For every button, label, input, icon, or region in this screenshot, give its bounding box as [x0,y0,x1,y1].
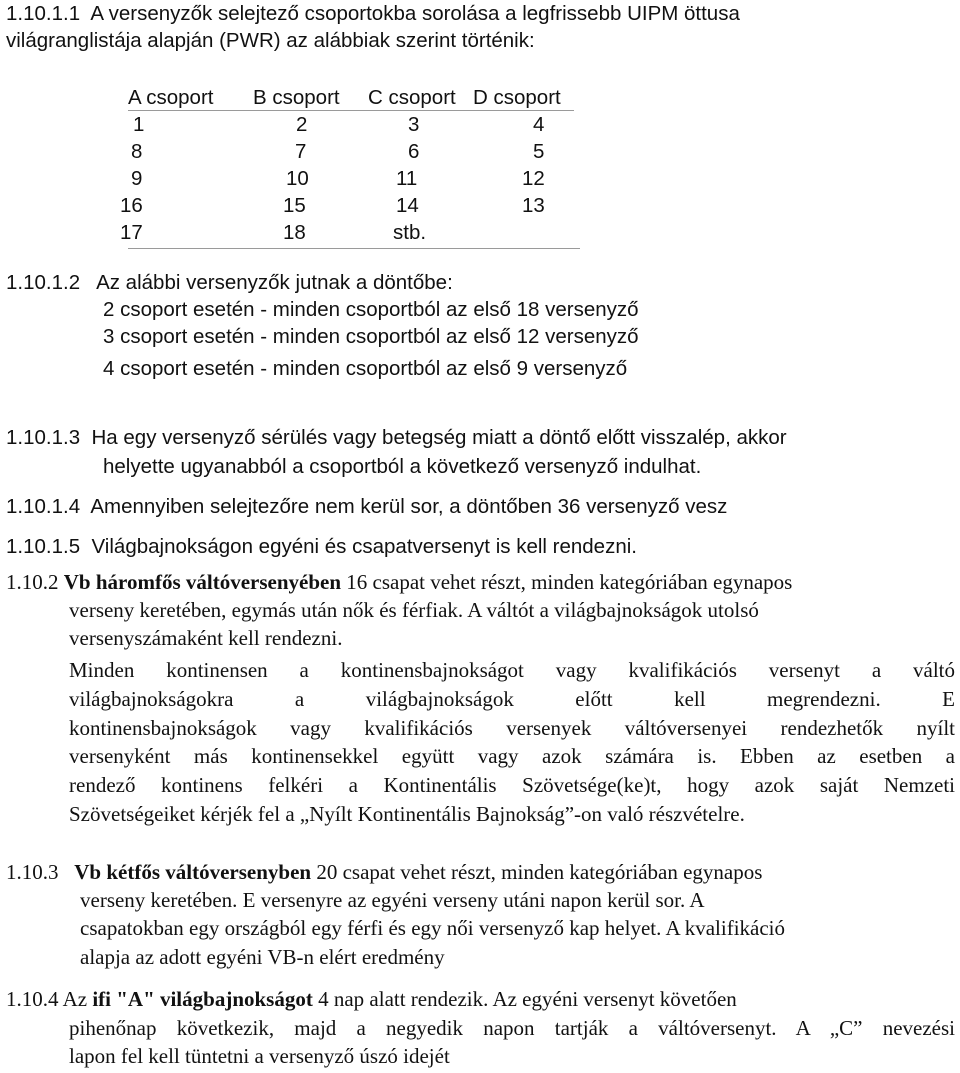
section-bold-term: ifi "A" világbajnokságot [92,987,313,1011]
section-text-continued: világranglistája alapján (PWR) az alábbiak szerint történik: [6,29,535,52]
section-number: 1.10.3 [6,860,59,884]
section-number: 1.10.1.1 [6,2,81,25]
section-1-10-1-5 [6,533,637,560]
table-cell: 15 [283,194,306,217]
table-row [128,167,578,194]
paragraph-line: kontinensbajnokságok vagy kvalifikációs versenyek váltóversenyei rendezhetők nyílt [69,716,955,740]
table-cell: 1 [133,113,145,136]
table-cell: 13 [522,194,545,217]
section-number: 1.10.1.4 [6,495,81,518]
table-cell: 18 [283,221,306,244]
section-1-10-4 [6,986,737,1013]
table-cell: 4 [533,113,545,136]
table-row [120,194,578,221]
section-text-continued: lapon fel kell tüntetni a versenyző úszó idejét [69,1044,450,1068]
section-text: A versenyzők selejtező csoportokba sorolása a legfrissebb UIPM öttusa [90,2,740,25]
table-header-cell: A csoport [128,86,214,109]
section-number: 1.10.2 [6,570,59,594]
section-text-continued: pihenőnap következik, majd a negyedik napon tartják a váltóversenyt. A „C” nevezési [69,1016,955,1040]
table-cell: 5 [533,140,545,163]
table-cell: 2 [296,113,308,136]
section-number: 1.10.4 [6,987,59,1011]
section-text: 4 nap alatt rendezik. Az egyéni versenyt követően [312,987,737,1011]
section-text-continued: verseny keretében, egymás után nők és férfiak. A váltót a világbajnokságok utolsó [69,598,759,622]
section-text-continued: helyette ugyanabból a csoportból a következő versenyző indulhat. [103,455,702,478]
section-1-10-1-4 [6,493,727,520]
section-1-10-1-1 [6,0,740,27]
list-item: 2 csoport esetén - minden csoportból az első 18 versenyző [103,298,639,321]
section-number: 1.10.1.5 [6,535,81,558]
table-cell: 10 [286,167,309,190]
section-text: Ha egy versenyző sérülés vagy betegség miatt a döntő előtt visszalép, akkor [91,426,787,449]
table-row [128,113,578,140]
table-header-cell: D csoport [473,86,561,109]
table-cell: 7 [295,140,307,163]
section-bold-term: Vb kétfős váltóversenyben [74,860,312,884]
table-header-divider [128,110,574,111]
table-cell: 14 [396,194,419,217]
section-number: 1.10.1.2 [6,271,81,294]
table-header-cell: C csoport [368,86,456,109]
section-bold-term: Vb háromfős váltóversenyében [63,570,342,594]
table-cell: stb. [393,221,427,244]
paragraph-line: rendező kontinens felkéri a Kontinentális Szövetsége(ke)t, hogy azok saját Nemzeti [69,773,955,797]
paragraph-line: Szövetségeiket kérjék fel a „Nyílt Kontinentális Bajnokság”-on való részvételre. [69,802,745,826]
section-text: Világbajnokságon egyéni és csapatversenyt is kell rendezni. [91,535,637,558]
section-text: 20 csapat vehet részt, minden kategóriában egynapos [311,860,763,884]
section-1-10-1-3 [6,424,787,451]
table-header-row [128,86,578,113]
section-1-10-3 [6,859,762,886]
section-1-10-2 [6,569,792,596]
table-header-cell: B csoport [253,86,340,109]
table-bottom-divider [128,248,580,249]
table-row [128,140,578,167]
table-cell: 16 [120,194,143,217]
section-text-continued: csapatokban egy országból egy férfi és egy női versenyző kap helyet. A kvalifikáció [80,916,786,940]
section-text-continued: alapja az adott egyéni VB-n elért eredmény [80,945,445,969]
table-cell: 6 [408,140,420,163]
paragraph-line: Minden kontinensen a kontinensbajnokságot vagy kvalifikációs versenyt a váltó [69,658,955,682]
section-text-continued: versenyszámaként kell rendezni. [69,626,343,650]
section-text: Amennyiben selejtezőre nem kerül sor, a döntőben 36 versenyző vesz [90,495,728,518]
list-item: 4 csoport esetén - minden csoportból az első 9 versenyző [103,357,628,380]
table-row [120,221,578,248]
section-text-continued: verseny keretében. E versenyre az egyéni verseny utáni napon kerül sor. A [80,888,705,912]
table-cell: 9 [131,167,143,190]
section-title: Az alábbi versenyzők jutnak a döntőbe: [96,271,453,294]
table-cell: 17 [120,221,143,244]
section-1-10-1-2 [6,269,453,296]
table-cell: 12 [522,167,545,190]
section-number: 1.10.1.3 [6,426,81,449]
table-cell: 3 [408,113,420,136]
table-cell: 11 [396,167,418,190]
table-cell: 8 [131,140,143,163]
section-text: Az [58,987,93,1011]
section-text: 16 csapat vehet részt, minden kategóriában egynapos [341,570,793,594]
paragraph-line: versenyként más kontinensekkel együtt vagy azok számára is. Ebben az esetben a [69,744,955,768]
list-item: 3 csoport esetén - minden csoportból az első 12 versenyző [103,325,639,348]
paragraph-line: világbajnokságokra a világbajnokságok előtt kell megrendezni. E [69,687,955,711]
